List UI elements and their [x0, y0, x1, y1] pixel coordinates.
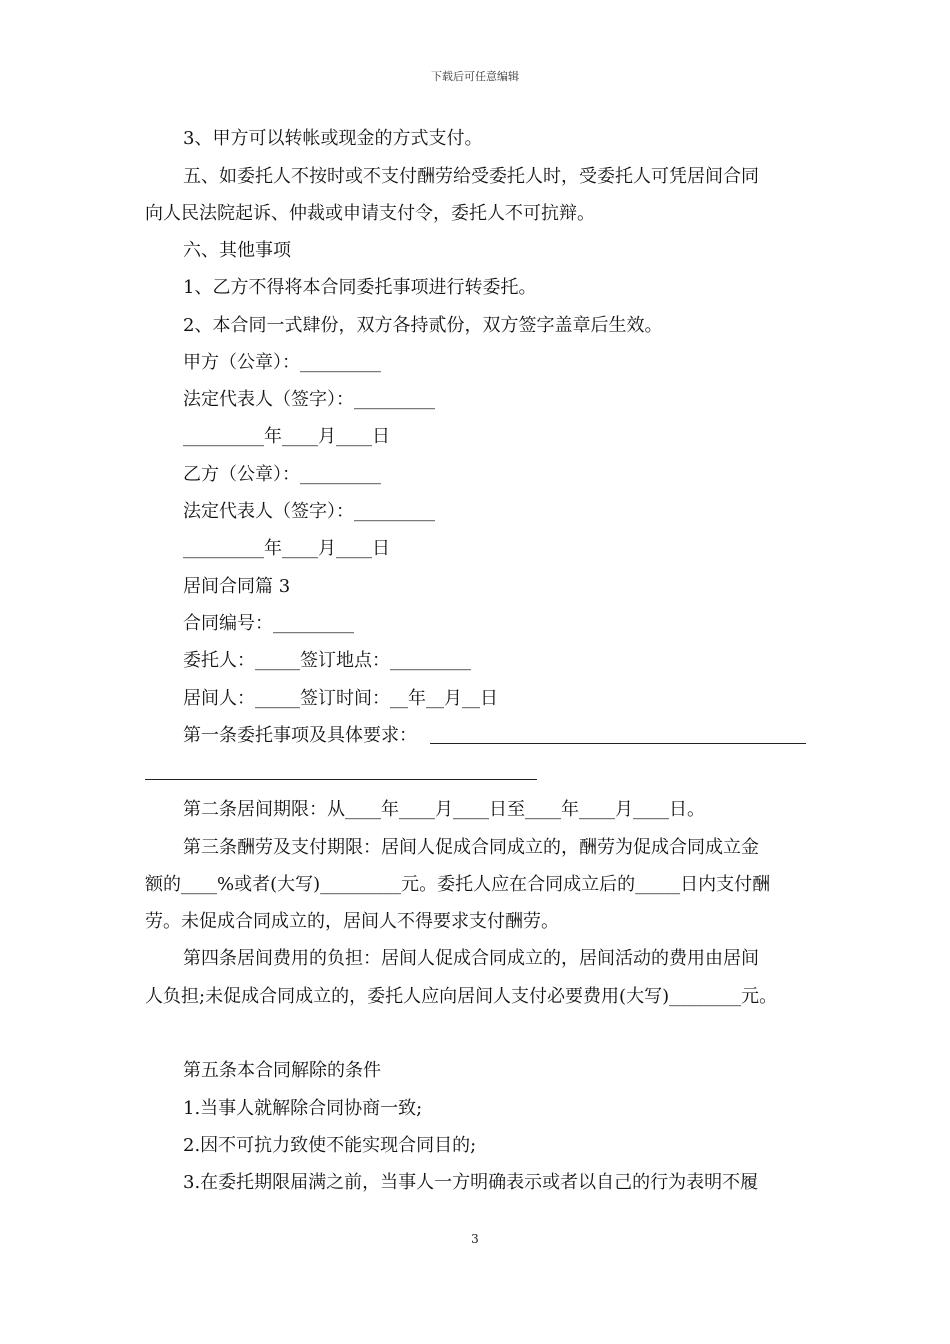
signature-line: 法定代表人（签字）：_________ — [183, 501, 435, 522]
signature-line: 乙方（公章）：_________ — [183, 464, 381, 485]
date-line: _________年____月____日 — [183, 426, 390, 447]
clause-line: 人负担;未促成合同成立的，委托人应向居间人支付必要费用(大写)________元。 — [145, 986, 778, 1007]
header-note: 下载后可任意编辑 — [431, 70, 519, 83]
paragraph-line: 向人民法院起诉、仲裁或申请支付令，委托人不可抗辩。 — [145, 203, 595, 224]
clause-line: 第四条居间费用的负担：居间人促成合同成立的，居间活动的费用由居间 — [183, 948, 759, 969]
clause-heading: 第五条本合同解除的条件 — [183, 1060, 381, 1081]
clause-line: 第一条委托事项及具体要求： — [183, 725, 417, 746]
paragraph-line: 3、甲方可以转帐或现金的方式支付。 — [183, 128, 483, 149]
clause-line: 第二条居间期限：从____年____月____日至____年____月____日。 — [183, 799, 705, 820]
clause-line: 劳。未促成合同成立的，居间人不得要求支付酬劳。 — [145, 911, 559, 932]
list-item: 3.在委托期限届满之前，当事人一方明确表示或者以自己的行为表明不履 — [183, 1172, 759, 1193]
blank-underline — [430, 743, 806, 744]
date-line: _________年____月____日 — [183, 538, 390, 559]
blank-underline — [145, 779, 537, 780]
signature-line: 甲方（公章）：_________ — [183, 352, 381, 373]
paragraph-line: 2、本合同一式肆份，双方各持贰份，双方签字盖章后生效。 — [183, 315, 663, 336]
paragraph-line: 五、如委托人不按时或不支付酬劳给受委托人时，受委托人可凭居间合同 — [183, 166, 759, 187]
list-item: 1.当事人就解除合同协商一致; — [183, 1098, 423, 1119]
form-line: 合同编号：_________ — [183, 613, 354, 634]
clause-line: 第三条酬劳及支付期限：居间人促成合同成立的，酬劳为促成合同成立金 — [183, 837, 759, 858]
form-line: 委托人：_____签订地点：_________ — [183, 650, 471, 671]
section-heading: 六、其他事项 — [183, 240, 291, 261]
signature-line: 法定代表人（签字）：_________ — [183, 389, 435, 410]
section-heading: 居间合同篇 3 — [183, 576, 291, 597]
clause-line: 额的____%或者(大写)_________元。委托人应在合同成立后的_____日内支付酬 — [145, 874, 771, 895]
page-number: 3 — [471, 1232, 479, 1246]
form-line: 居间人：_____签订时间：__年__月__日 — [183, 688, 498, 709]
list-item: 2.因不可抗力致使不能实现合同目的; — [183, 1135, 477, 1156]
paragraph-line: 1、乙方不得将本合同委托事项进行转委托。 — [183, 277, 537, 298]
